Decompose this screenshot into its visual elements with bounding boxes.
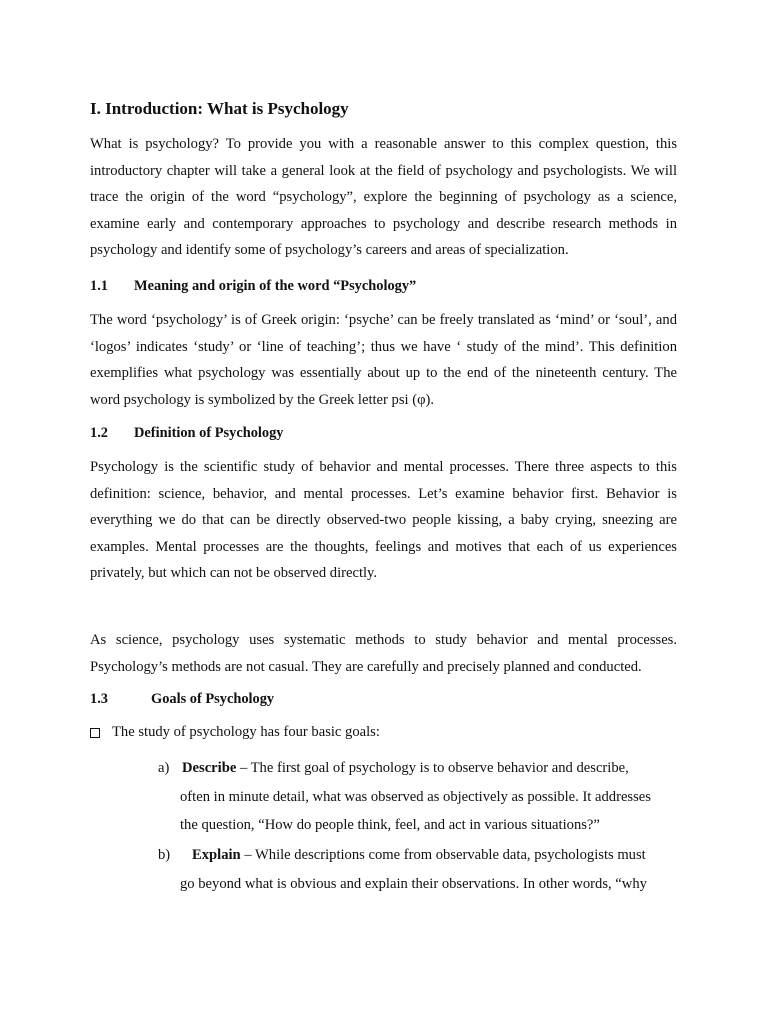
section-title: Goals of Psychology — [151, 691, 275, 707]
section-number: 1.3 — [90, 691, 108, 707]
goal-text-line-2: often in minute detail, what was observed as objectively as possible. It addresses — [180, 788, 651, 805]
goal-marker: a) — [158, 760, 170, 776]
checkbox-bullet-icon — [90, 728, 100, 738]
section-heading-1-1 — [90, 278, 416, 295]
section-title: Meaning and origin of the word “Psychology” — [134, 278, 417, 294]
section-1-1-paragraph: The word ‘psychology’ is of Greek origin: ‘psyche’ can be freely translated as ‘mind’ or ‘soul’, and ‘logos’ indicates ‘study’ or ‘line of teaching’; thus we have ‘ study of the mind’. This definition exemplifies what psychology was essentially about up to the end of the nineteenth century. The word psychology is symbolized by the Greek letter psi (φ). — [90, 312, 677, 408]
goal-text-line-1: – The first goal of psychology is to observe behavior and describe, — [236, 760, 629, 776]
goal-text-line-3: the question, “How do people think, feel, and act in various situations?” — [180, 817, 600, 833]
goal-item-explain — [158, 841, 658, 898]
goal-term: Describe — [182, 760, 237, 776]
section-number: 1.2 — [90, 425, 108, 441]
goal-marker: b) — [158, 847, 171, 863]
goals-bullet — [90, 724, 380, 741]
page-title: I. Introduction: What is Psychology — [90, 99, 349, 118]
intro-paragraph: What is psychology? To provide you with a reasonable answer to this complex question, this introductory chapter will take a general look at the field of psychology and psychologists. We will trace the origin of the word “psychology”, explore the beginning of psychology as a science, examine early and contemporary approaches to psychology and describe research methods in psychology and identify some of psychology’s careers and areas of specialization. — [90, 136, 677, 259]
goal-text-line-1: – While descriptions come from observable data, psychologists must — [240, 847, 646, 863]
section-1-2-paragraph-2: As science, psychology uses systematic methods to study behavior and mental processes. Psychology’s methods are not casual. They are carefully and precisely planned and conducted. — [90, 632, 677, 675]
goal-item-describe — [158, 754, 658, 840]
section-1-2-paragraph-1: Psychology is the scientific study of behavior and mental processes. There three aspects to this definition: science, behavior, and mental processes. Let’s examine behavior first. Behavior is everything we do that can be directly observed-two people kissing, a baby crying, sneezing are examples. Mental processes are the thoughts, feelings and motives that each of us experiences privately, but which can not be observed directly. — [90, 459, 677, 582]
section-number: 1.1 — [90, 278, 108, 294]
section-heading-1-2 — [90, 425, 284, 442]
goal-text-line-2: go beyond what is obvious and explain their observations. In other words, “why — [180, 875, 647, 892]
section-title: Definition of Psychology — [134, 425, 284, 441]
section-heading-1-3 — [90, 691, 274, 708]
bullet-text: The study of psychology has four basic goals: — [112, 724, 380, 740]
goal-term: Explain — [192, 847, 241, 863]
